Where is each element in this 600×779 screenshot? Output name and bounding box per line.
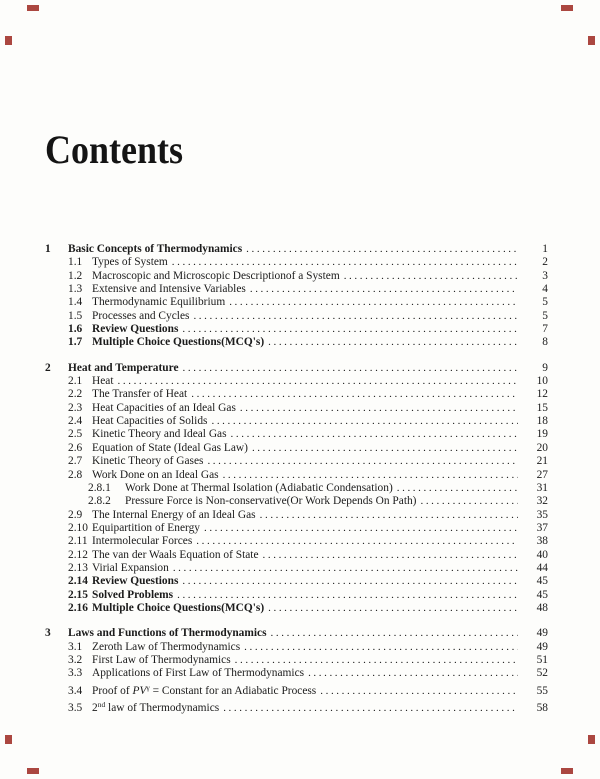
- toc-entry-title: Applications of First Law of Thermodynamics: [92, 667, 305, 680]
- toc-entry-page: 51: [536, 653, 548, 666]
- toc-entry-number: 3.4: [68, 684, 83, 697]
- toc-entry-page: 52: [536, 667, 548, 680]
- toc-entry-page: 12: [536, 388, 548, 401]
- dot-leader: [231, 428, 518, 441]
- toc-entry-number: 2.13: [68, 561, 88, 574]
- crop-mark: [588, 36, 595, 45]
- toc-entry-number: 2.15: [68, 588, 88, 601]
- toc-entry-page: 7: [542, 323, 548, 336]
- toc-entry: [45, 323, 548, 336]
- toc-entry: [45, 495, 548, 508]
- dot-leader: [196, 535, 518, 548]
- toc-entry: [45, 482, 548, 495]
- dot-leader: [420, 495, 518, 508]
- crop-mark: [27, 768, 39, 774]
- toc-entry-title: Virial Expansion: [92, 561, 169, 574]
- toc-entry-page: 18: [536, 415, 548, 428]
- crop-mark: [5, 36, 12, 45]
- toc-entry: [45, 602, 548, 615]
- toc-entry-page: 58: [536, 702, 548, 714]
- toc-entry-title: Kinetic Theory of Gases: [92, 455, 204, 468]
- toc-entry-number: 3.2: [68, 653, 83, 666]
- dot-leader: [260, 509, 518, 522]
- toc-entry-page: 1: [542, 243, 548, 255]
- toc-entry-page: 2: [542, 256, 548, 269]
- toc-entry-page: 44: [536, 561, 548, 574]
- dot-leader: [207, 455, 518, 468]
- toc-entry-page: 19: [536, 428, 548, 441]
- toc-entry-page: 4: [542, 283, 548, 296]
- toc-entry-number: 2.5: [68, 428, 83, 441]
- dot-leader: [191, 388, 518, 401]
- toc-entry-title: Zeroth Law of Thermodynamics: [92, 640, 241, 653]
- toc-entry-page: 5: [542, 296, 548, 309]
- toc-entry-title: Solved Problems: [92, 588, 174, 601]
- toc-entry: [45, 442, 548, 455]
- toc-entry-number: 1.7: [68, 336, 83, 349]
- dot-leader: [172, 256, 518, 269]
- dot-leader: [397, 482, 518, 495]
- dot-leader: [223, 469, 518, 482]
- toc-entry-number: 2.8.2: [88, 495, 111, 508]
- toc-entry: [45, 270, 548, 283]
- toc-entry-page: 27: [536, 468, 548, 481]
- toc-entry-page: 21: [536, 455, 548, 468]
- toc-entry: [45, 469, 548, 482]
- toc-entry-title: Review Questions: [92, 575, 179, 588]
- toc-entry: [45, 667, 548, 680]
- toc-entry-page: 15: [536, 401, 548, 414]
- toc-entry-number: 2.11: [68, 535, 88, 548]
- toc-entry-page: 40: [536, 548, 548, 561]
- toc-entry-page: 8: [542, 336, 548, 349]
- toc-entry-page: 37: [536, 521, 548, 534]
- toc-entry: [45, 388, 548, 401]
- dot-leader: [182, 575, 518, 588]
- dot-leader: [263, 549, 518, 562]
- toc-entry-title: Laws and Functions of Thermodynamics: [68, 627, 267, 640]
- dot-leader: [271, 627, 518, 640]
- toc-entry-title: The Internal Energy of an Ideal Gas: [92, 508, 256, 521]
- toc-entry-title: The van der Waals Equation of State: [92, 548, 259, 561]
- toc-entry-number: 2.12: [68, 548, 88, 561]
- crop-mark: [588, 735, 595, 744]
- toc-entry-title: Extensive and Intensive Variables: [92, 283, 246, 296]
- toc-entry-title: Heat: [92, 375, 114, 388]
- toc-entry-number: 2.14: [68, 575, 88, 588]
- toc-entry: [45, 681, 548, 698]
- toc-entry-title: Basic Concepts of Thermodynamics: [68, 243, 243, 255]
- crop-mark: [561, 768, 573, 774]
- toc-entry: [45, 698, 548, 715]
- toc-entry-number: 3.3: [68, 667, 83, 680]
- dot-leader: [246, 243, 518, 256]
- toc-entry-title: Heat Capacities of Solids: [92, 415, 208, 428]
- toc-entry: [45, 627, 548, 640]
- toc-entry-page: 10: [536, 375, 548, 388]
- toc-entry: [45, 589, 548, 602]
- toc-entry: [45, 415, 548, 428]
- toc-entry-page: 9: [542, 361, 548, 374]
- toc-entry-number: 3.5: [68, 702, 83, 714]
- toc-entry: [45, 641, 548, 654]
- toc-entry-page: 32: [536, 495, 548, 508]
- toc-entry-number: 2.2: [68, 388, 83, 401]
- toc-entry-title: First Law of Thermodynamics: [92, 653, 231, 666]
- toc-entry-title: Work Done at Thermal Isolation (Adiabatic Condensation): [125, 481, 393, 494]
- toc-entry-title: Kinetic Theory and Ideal Gas: [92, 428, 227, 441]
- toc-entry-title: Heat Capacities of an Ideal Gas: [92, 401, 236, 414]
- toc-entry: [45, 509, 548, 522]
- toc-entry-page: 55: [536, 684, 548, 697]
- toc-entry-title: Review Questions: [92, 323, 179, 336]
- toc-entry-title: Intermolecular Forces: [92, 535, 193, 548]
- toc-entry-title: Types of System: [92, 256, 168, 269]
- chapter-group: [45, 243, 548, 350]
- toc-entry-title: Pressure Force is Non-conservative(Or Work Depends On Path): [125, 495, 417, 508]
- toc-entry-number: 2.1: [68, 375, 83, 388]
- toc-entry-number: 3: [45, 627, 51, 640]
- dot-leader: [244, 641, 518, 654]
- chapter-group: [45, 362, 548, 616]
- toc-entry: [45, 402, 548, 415]
- toc-entry: [45, 522, 548, 535]
- dot-leader: [173, 562, 518, 575]
- toc-entry-number: 2.6: [68, 441, 83, 454]
- toc-entry-title: Multiple Choice Questions(MCQ's): [92, 336, 265, 349]
- toc-entry-title: Equation of State (Ideal Gas Law): [92, 441, 248, 454]
- dot-leader: [308, 667, 518, 680]
- toc-entry: [45, 455, 548, 468]
- toc-entry-page: 45: [536, 575, 548, 588]
- toc-entry-number: 2: [45, 361, 51, 374]
- crop-mark: [27, 5, 39, 11]
- dot-leader: [211, 415, 518, 428]
- table-of-contents: [45, 243, 548, 715]
- toc-entry-number: 1.1: [68, 256, 83, 269]
- toc-entry: [45, 243, 548, 256]
- toc-entry-number: 2.16: [68, 601, 88, 614]
- toc-entry-number: 2.3: [68, 401, 83, 414]
- dot-leader: [240, 402, 518, 415]
- toc-entry-page: 38: [536, 535, 548, 548]
- toc-entry-title: Processes and Cycles: [92, 309, 190, 322]
- dot-leader: [250, 283, 518, 296]
- toc-entry-page: 35: [536, 508, 548, 521]
- toc-entry-number: 2.7: [68, 455, 83, 468]
- toc-entry-number: 2.8: [68, 468, 83, 481]
- toc-entry-title: Multiple Choice Questions(MCQ's): [92, 601, 265, 614]
- dot-leader: [344, 270, 518, 283]
- toc-entry-title: Proof of $PV^\gamma$ = Constant for an Adiabatic Process: [92, 682, 317, 697]
- toc-entry-number: 2.4: [68, 415, 83, 428]
- toc-entry-number: 1.3: [68, 283, 83, 296]
- toc-entry: [45, 562, 548, 575]
- toc-entry-number: 1.6: [68, 323, 83, 336]
- toc-entry-number: 2.8.1: [88, 481, 111, 494]
- toc-entry-page: 45: [536, 588, 548, 601]
- dot-leader: [193, 310, 518, 323]
- toc-entry-page: 49: [536, 640, 548, 653]
- dot-leader: [177, 589, 518, 602]
- toc-entry-page: 5: [542, 309, 548, 322]
- toc-entry: [45, 310, 548, 323]
- toc-entry: [45, 654, 548, 667]
- toc-entry-title: Macroscopic and Microscopic Descriptionof a System: [92, 269, 340, 282]
- dot-leader: [223, 702, 518, 715]
- toc-entry-title: 2nd law of Thermodynamics: [92, 700, 220, 714]
- toc-entry-title: Equipartition of Energy: [92, 521, 200, 534]
- chapter-group: [45, 627, 548, 715]
- dot-leader: [268, 336, 518, 349]
- toc-entry: [45, 256, 548, 269]
- dot-leader: [183, 362, 518, 375]
- toc-entry: [45, 375, 548, 388]
- dot-leader: [235, 654, 518, 667]
- dot-leader: [229, 296, 518, 309]
- toc-entry-number: 1.4: [68, 296, 83, 309]
- toc-entry-number: 2.9: [68, 508, 83, 521]
- dot-leader: [118, 375, 518, 388]
- toc-entry-page: 48: [536, 601, 548, 614]
- toc-entry-title: The Transfer of Heat: [92, 388, 188, 401]
- dot-leader: [182, 323, 518, 336]
- toc-entry: [45, 535, 548, 548]
- toc-entry-title: Work Done on an Ideal Gas: [92, 468, 219, 481]
- toc-entry-title: Heat and Temperature: [68, 361, 179, 374]
- toc-entry: [45, 428, 548, 441]
- toc-entry-title: Thermodynamic Equilibrium: [92, 296, 226, 309]
- dot-leader: [252, 442, 518, 455]
- toc-entry: [45, 336, 548, 349]
- toc-entry-number: 1.2: [68, 269, 83, 282]
- dot-leader: [204, 522, 518, 535]
- crop-mark: [5, 735, 12, 744]
- page-title: Contents: [45, 127, 184, 172]
- toc-entry-page: 31: [536, 481, 548, 494]
- toc-entry: [45, 549, 548, 562]
- toc-entry: [45, 575, 548, 588]
- crop-mark: [561, 5, 573, 11]
- toc-entry-page: 49: [536, 627, 548, 640]
- toc-entry: [45, 362, 548, 375]
- toc-entry-number: 1: [45, 243, 51, 255]
- toc-entry-number: 1.5: [68, 309, 83, 322]
- toc-entry-page: 3: [542, 269, 548, 282]
- toc-entry: [45, 296, 548, 309]
- toc-entry-page: 20: [536, 441, 548, 454]
- dot-leader: [320, 685, 518, 698]
- toc-entry: [45, 283, 548, 296]
- toc-entry-number: 2.10: [68, 521, 88, 534]
- toc-entry-number: 3.1: [68, 640, 83, 653]
- dot-leader: [268, 602, 518, 615]
